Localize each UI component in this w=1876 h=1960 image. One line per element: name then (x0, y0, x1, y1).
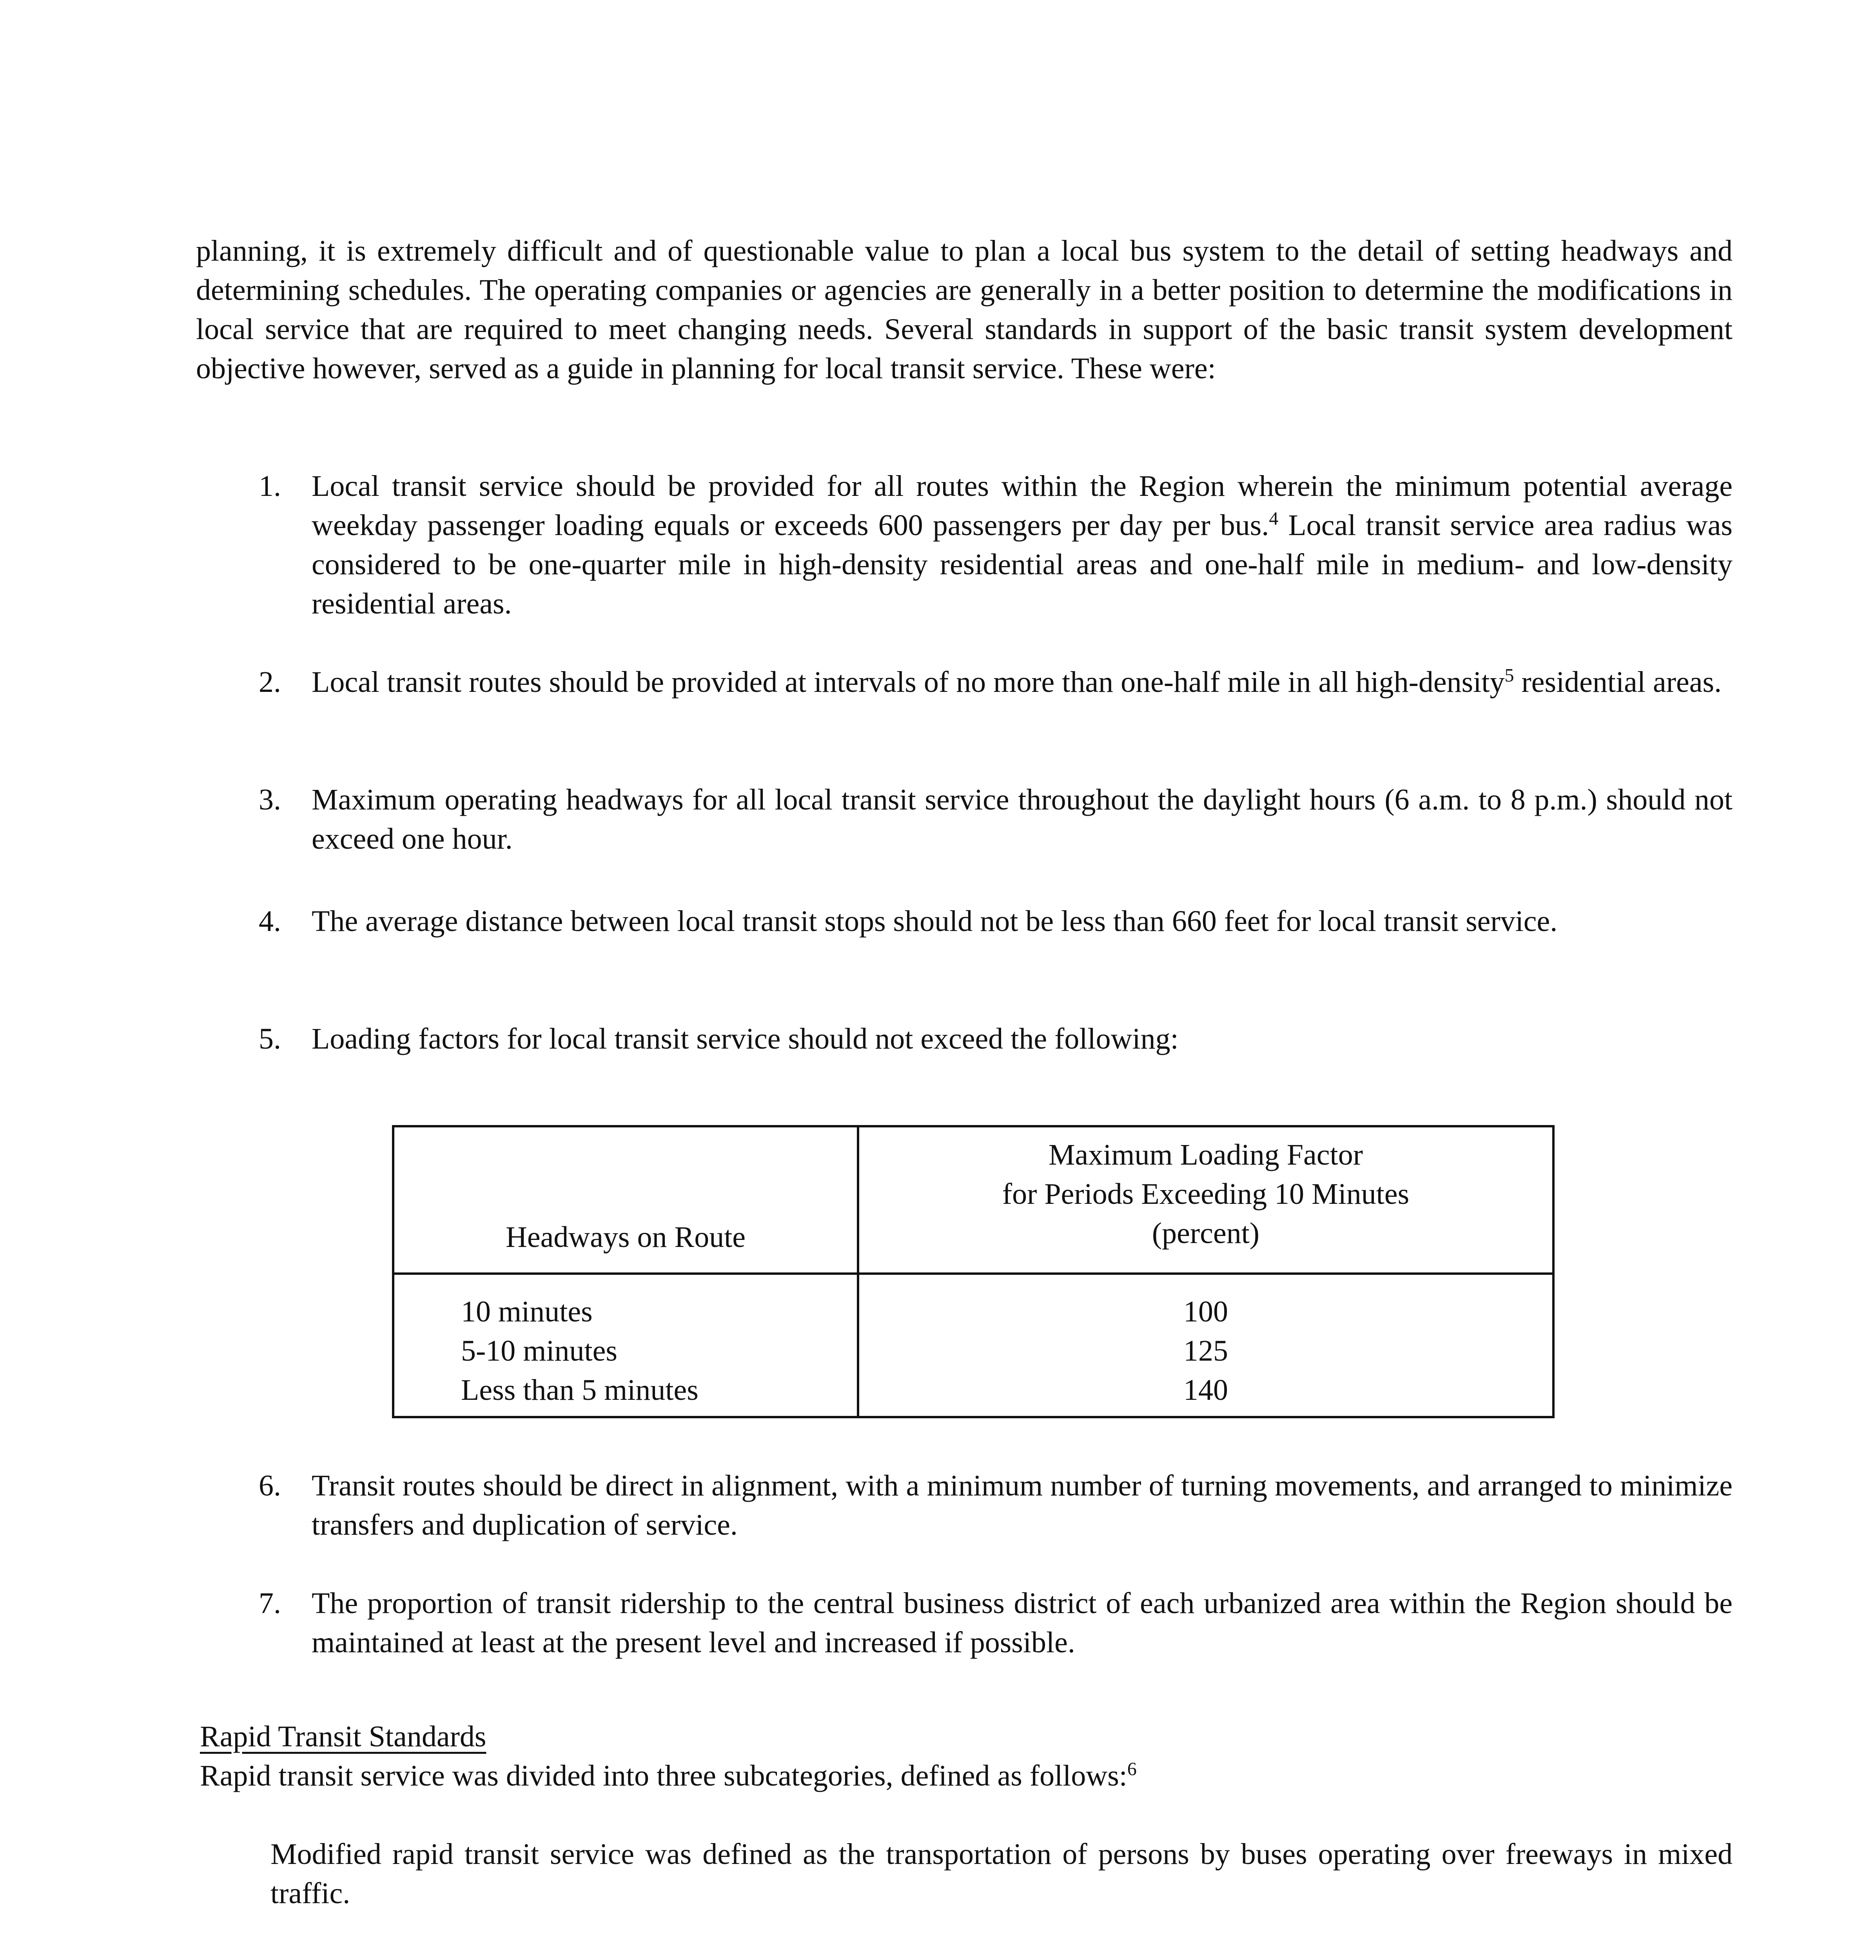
table-cell: 5-10 minutes (461, 1334, 617, 1367)
list-item (259, 1019, 1733, 1066)
list-item-text: Local transit service should be provided for all routes within the Region wherein the minimum potential average weekday passenger loading equals or exceeds 600 passengers per day per bus.$^4$ Local transit service area radius was considered to be one-quarter mile in high-density residential areas and one-half mile in medium- and low-density residential areas. (312, 470, 1733, 620)
footnote-ref: 6 (1127, 1759, 1137, 1780)
list-item-number: 6. (259, 1469, 281, 1502)
list-item-number: 3. (259, 783, 281, 816)
rapid-transit-intro: Rapid transit service was divided into three subcategories, defined as follows:$^6$ (200, 1759, 1137, 1792)
list-item-number: 2. (259, 666, 281, 699)
table-header-loading-factor: Maximum Loading Factor for Periods Exceeding 10 Minutes (percent) (1002, 1138, 1410, 1250)
table-cell: 140 (1183, 1374, 1228, 1406)
standards-list-part-1 (259, 466, 1733, 1066)
list-item-number: 7. (259, 1587, 281, 1620)
list-item-text: The proportion of transit ridership to the central business district of each urbanized area within the Region should be maintained at least at the present level and increased if possible. (312, 1587, 1733, 1659)
footnote-ref: 4 (1269, 508, 1279, 529)
list-item-number: 5. (259, 1022, 281, 1055)
list-item (259, 662, 1733, 780)
list-item-text: Local transit routes should be provided at intervals of no more than one-half mile in all high-density$^5$ residential areas. (312, 665, 1722, 699)
list-item (259, 902, 1733, 1019)
loading-factor-table (392, 1125, 1555, 1418)
standards-list-part-2 (259, 1466, 1733, 1662)
section-heading-rapid-transit: Rapid Transit Standards (200, 1720, 486, 1753)
table-cell: 125 (1183, 1334, 1228, 1367)
list-item (259, 1466, 1733, 1584)
list-item (259, 780, 1733, 902)
list-item-number: 4. (259, 905, 281, 938)
table-cell: Less than 5 minutes (461, 1374, 699, 1406)
list-item-number: 1. (259, 470, 281, 503)
table-cell: 100 (1183, 1295, 1228, 1328)
list-item (259, 466, 1733, 662)
list-item-text: Transit routes should be direct in alignment, with a minimum number of turning movements, and arranged to minimize transfers and duplication of service. (312, 1469, 1733, 1541)
list-item-text: The average distance between local transit stops should not be less than 660 feet for local transit service. (312, 905, 1558, 938)
intro-paragraph: planning, it is extremely difficult and of questionable value to plan a local bus system to the detail of setting headways and determining schedules. The operating companies or agencies are generally in a better position to determine the modifications in local service that are required to meet changing needs. Several standards in support of the basic transit system development objective however, served as a guide in planning for local transit service. These were: (196, 234, 1733, 385)
list-item-text: Loading factors for local transit service should not exceed the following: (312, 1022, 1179, 1055)
table-header-headways: Headways on Route (505, 1221, 746, 1254)
table-column-factors (859, 1292, 1552, 1410)
footnote-ref: 5 (1504, 665, 1514, 686)
list-item-text: Maximum operating headways for all local transit service throughout the daylight hours (6 a.m. to 8 p.m.) should not exceed one hour. (312, 783, 1733, 855)
modified-rapid-transit-paragraph: Modified rapid transit service was defined as the transportation of persons by buses operating over freeways in mixed traffic. (270, 1838, 1733, 1910)
table-divider-horizontal (394, 1272, 1552, 1275)
table-cell: 10 minutes (461, 1295, 593, 1328)
table-column-headways (461, 1292, 699, 1410)
list-item (259, 1584, 1733, 1662)
